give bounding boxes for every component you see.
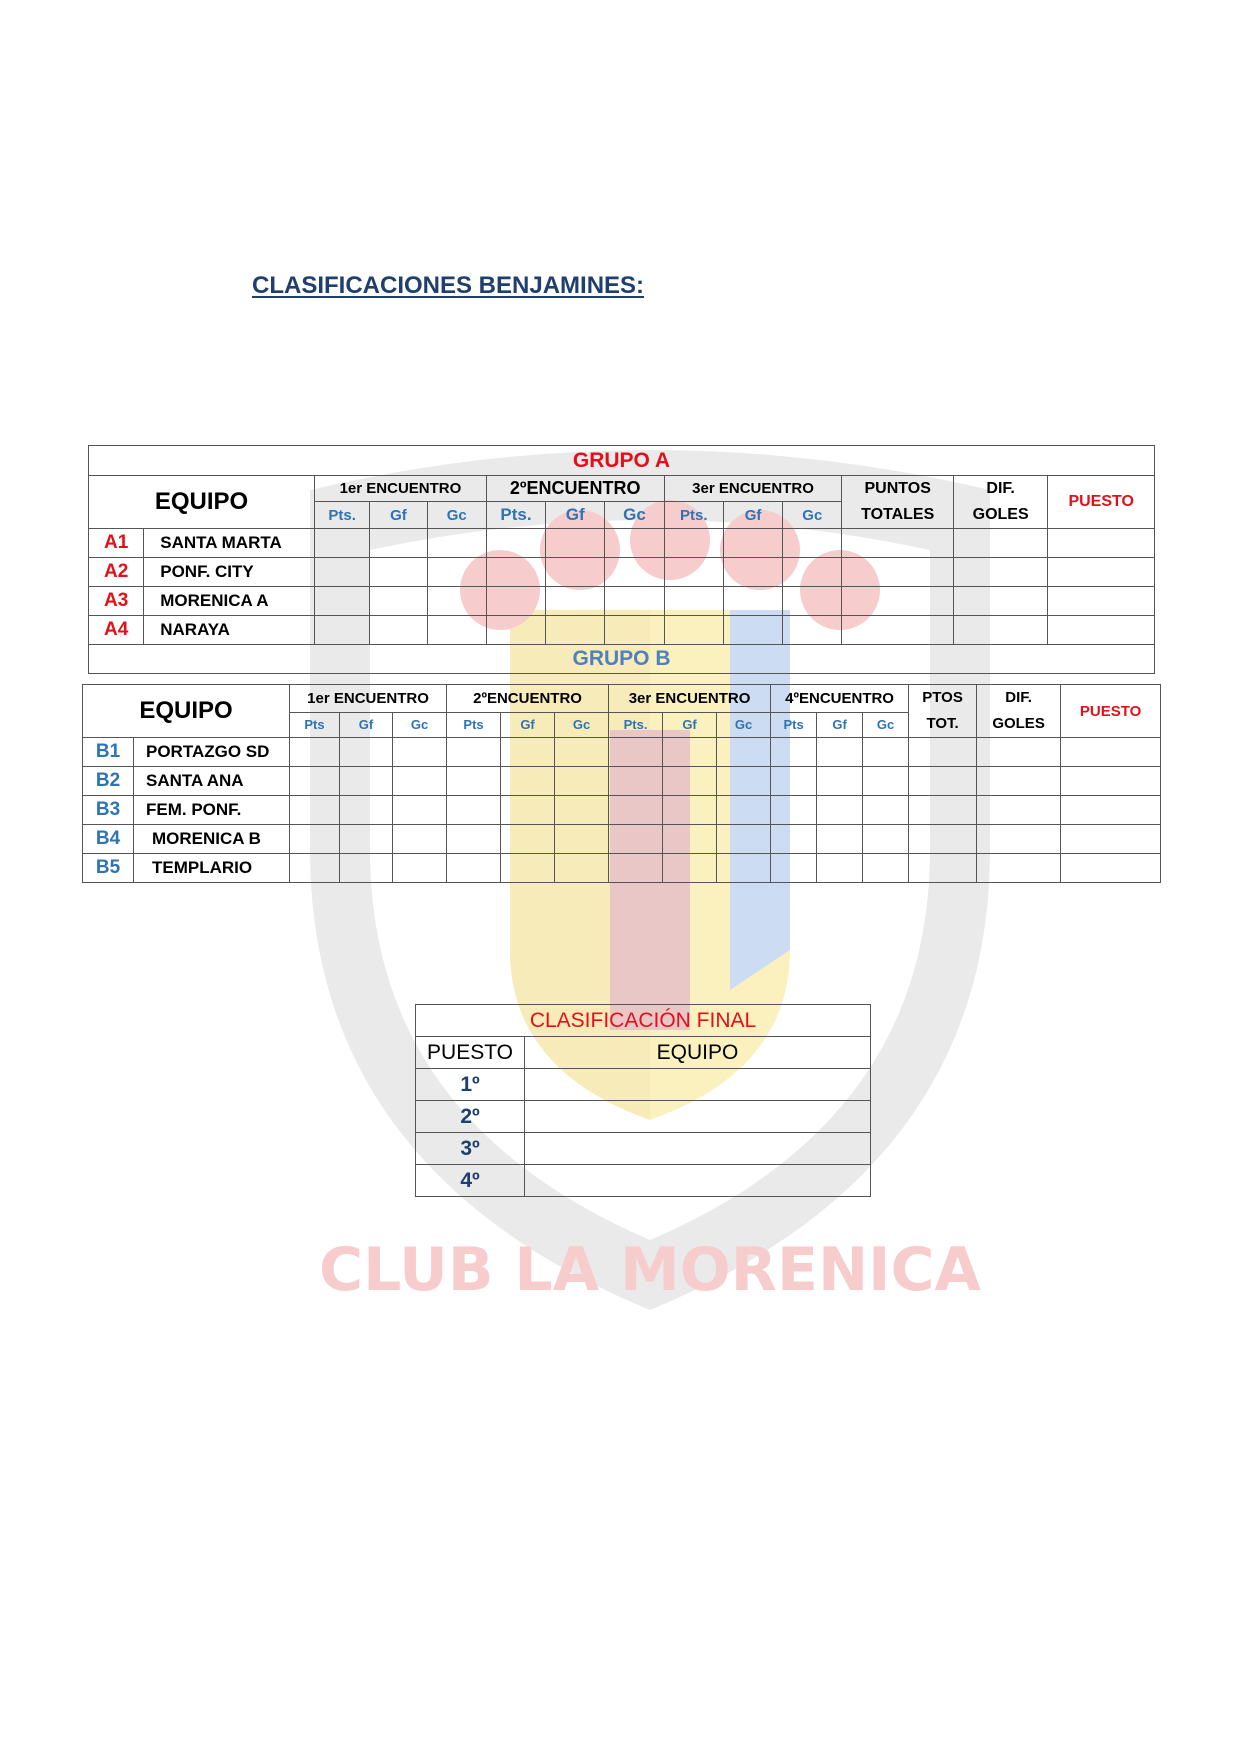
score-cell[interactable] <box>340 767 393 796</box>
score-cell[interactable] <box>555 767 609 796</box>
group-b-title: GRUPO B <box>89 645 1155 674</box>
score-cell[interactable] <box>393 767 447 796</box>
score-cell[interactable] <box>783 616 842 645</box>
team-name: SANTA ANA <box>134 767 290 796</box>
score-cell[interactable] <box>315 587 370 616</box>
score-cell[interactable] <box>370 587 427 616</box>
score-cell[interactable] <box>486 529 545 558</box>
final-classification-table <box>415 1004 871 1197</box>
dif-cell[interactable] <box>977 854 1061 883</box>
table-row <box>83 796 1161 825</box>
total-cell[interactable] <box>909 738 977 767</box>
total-cell[interactable] <box>909 767 977 796</box>
dif-cell[interactable] <box>977 796 1061 825</box>
score-cell[interactable] <box>340 825 393 854</box>
table-row <box>83 854 1161 883</box>
score-cell[interactable] <box>447 767 501 796</box>
score-cell[interactable] <box>370 616 427 645</box>
score-cell[interactable] <box>501 796 555 825</box>
final-puesto-header: PUESTO <box>416 1037 525 1069</box>
score-cell[interactable] <box>290 767 340 796</box>
group-a-sub-pts-2: Pts. <box>486 502 545 529</box>
score-cell[interactable] <box>486 587 545 616</box>
dif-cell[interactable] <box>977 825 1061 854</box>
score-cell[interactable] <box>609 738 663 767</box>
team-code: A1 <box>89 529 144 558</box>
dif-cell[interactable] <box>953 529 1047 558</box>
score-cell[interactable] <box>501 825 555 854</box>
score-cell[interactable] <box>393 825 447 854</box>
score-cell[interactable] <box>501 738 555 767</box>
score-cell[interactable] <box>340 796 393 825</box>
score-cell[interactable] <box>663 825 717 854</box>
group-b-dif-goles: DIF. GOLES <box>977 685 1061 738</box>
score-cell[interactable] <box>447 796 501 825</box>
team-code: A2 <box>89 558 144 587</box>
group-a-table <box>88 445 1155 674</box>
team-name: PONF. CITY <box>144 558 315 587</box>
score-cell[interactable] <box>605 587 664 616</box>
score-cell[interactable] <box>717 738 771 767</box>
group-a-puesto-header: PUESTO <box>1048 476 1155 529</box>
score-cell[interactable] <box>771 738 817 767</box>
score-cell[interactable] <box>723 616 782 645</box>
final-place: 4º <box>416 1165 525 1197</box>
table-row <box>416 1165 871 1197</box>
team-name: MORENICA A <box>144 587 315 616</box>
team-code: B4 <box>83 825 134 854</box>
team-name: TEMPLARIO <box>134 854 290 883</box>
total-cell[interactable] <box>842 587 954 616</box>
group-a-sub-pts-1: Pts. <box>315 502 370 529</box>
team-name: NARAYA <box>144 616 315 645</box>
score-cell[interactable] <box>393 796 447 825</box>
total-cell[interactable] <box>909 825 977 854</box>
score-cell[interactable] <box>817 854 863 883</box>
score-cell[interactable] <box>340 854 393 883</box>
team-name: FEM. PONF. <box>134 796 290 825</box>
puesto-cell[interactable] <box>1048 587 1155 616</box>
score-cell[interactable] <box>771 796 817 825</box>
group-b-table <box>82 684 1161 883</box>
score-cell[interactable] <box>771 767 817 796</box>
score-cell[interactable] <box>664 616 723 645</box>
table-row <box>83 738 1161 767</box>
team-name: SANTA MARTA <box>144 529 315 558</box>
score-cell[interactable] <box>546 529 605 558</box>
score-cell[interactable] <box>609 825 663 854</box>
score-cell[interactable] <box>863 767 909 796</box>
score-cell[interactable] <box>555 738 609 767</box>
team-code: B2 <box>83 767 134 796</box>
dif-cell[interactable] <box>977 738 1061 767</box>
puesto-cell[interactable] <box>1048 529 1155 558</box>
score-cell[interactable] <box>609 796 663 825</box>
score-cell[interactable] <box>290 796 340 825</box>
score-cell[interactable] <box>290 738 340 767</box>
table-row <box>416 1133 871 1165</box>
score-cell[interactable] <box>663 854 717 883</box>
score-cell[interactable] <box>717 767 771 796</box>
score-cell[interactable] <box>771 825 817 854</box>
group-b-sub-gf-3: Gf <box>663 712 717 737</box>
final-team-cell[interactable] <box>525 1165 871 1197</box>
score-cell[interactable] <box>501 854 555 883</box>
final-place: 1º <box>416 1069 525 1101</box>
final-team-cell[interactable] <box>525 1101 871 1133</box>
final-team-cell[interactable] <box>525 1133 871 1165</box>
final-place: 3º <box>416 1133 525 1165</box>
team-name: PORTAZGO SD <box>134 738 290 767</box>
final-title: CLASIFICACIÓN FINAL <box>416 1005 871 1037</box>
score-cell[interactable] <box>447 854 501 883</box>
dif-cell[interactable] <box>953 616 1047 645</box>
group-b-sub-gf-2: Gf <box>501 712 555 737</box>
score-cell[interactable] <box>609 854 663 883</box>
score-cell[interactable] <box>315 616 370 645</box>
score-cell[interactable] <box>663 738 717 767</box>
group-b-sub-gc-4: Gc <box>863 712 909 737</box>
team-code: B5 <box>83 854 134 883</box>
score-cell[interactable] <box>370 529 427 558</box>
score-cell[interactable] <box>546 616 605 645</box>
score-cell[interactable] <box>605 529 664 558</box>
team-code: B3 <box>83 796 134 825</box>
score-cell[interactable] <box>605 558 664 587</box>
score-cell[interactable] <box>723 558 782 587</box>
final-equipo-header: EQUIPO <box>525 1037 871 1069</box>
final-team-cell[interactable] <box>525 1069 871 1101</box>
dif-cell[interactable] <box>977 767 1061 796</box>
group-a-title: GRUPO A <box>89 446 1155 476</box>
total-cell[interactable] <box>909 796 977 825</box>
table-row <box>89 529 1155 558</box>
score-cell[interactable] <box>723 587 782 616</box>
team-code: B1 <box>83 738 134 767</box>
group-a-dif-goles: DIF. GOLES <box>953 476 1047 529</box>
score-cell[interactable] <box>427 529 486 558</box>
total-cell[interactable] <box>909 854 977 883</box>
score-cell[interactable] <box>501 767 555 796</box>
score-cell[interactable] <box>315 529 370 558</box>
final-place: 2º <box>416 1101 525 1133</box>
score-cell[interactable] <box>447 825 501 854</box>
score-cell[interactable] <box>315 558 370 587</box>
score-cell[interactable] <box>664 529 723 558</box>
group-b-encounter-4: 4ºENCUENTRO <box>771 685 909 713</box>
svg-text:CLUB LA MORENICA: CLUB LA MORENICA <box>319 1235 981 1305</box>
score-cell[interactable] <box>717 796 771 825</box>
puesto-cell[interactable] <box>1061 738 1161 767</box>
score-cell[interactable] <box>783 587 842 616</box>
group-a-puntos-totales: PUNTOS TOTALES <box>842 476 954 529</box>
group-b-sub-pts-3: Pts. <box>609 712 663 737</box>
score-cell[interactable] <box>555 825 609 854</box>
table-row <box>83 767 1161 796</box>
score-cell[interactable] <box>290 854 340 883</box>
group-a-sub-gf-2: Gf <box>546 502 605 529</box>
score-cell[interactable] <box>723 529 782 558</box>
table-row <box>416 1101 871 1133</box>
group-b-sub-gc-3: Gc <box>717 712 771 737</box>
score-cell[interactable] <box>817 767 863 796</box>
group-b-encounter-1: 1er ENCUENTRO <box>290 685 447 713</box>
table-row <box>83 825 1161 854</box>
puesto-cell[interactable] <box>1061 796 1161 825</box>
score-cell[interactable] <box>427 558 486 587</box>
group-b-sub-pts-4: Pts <box>771 712 817 737</box>
score-cell[interactable] <box>609 767 663 796</box>
group-a-sub-gc-1: Gc <box>427 502 486 529</box>
group-a-sub-gf-1: Gf <box>370 502 427 529</box>
score-cell[interactable] <box>546 587 605 616</box>
total-cell[interactable] <box>842 529 954 558</box>
score-cell[interactable] <box>290 825 340 854</box>
group-a-encounter-2: 2ºENCUENTRO <box>486 476 664 502</box>
group-b-sub-pts-2: Pts <box>447 712 501 737</box>
page-title: CLASIFICACIONES BENJAMINES: <box>252 272 645 299</box>
score-cell[interactable] <box>817 825 863 854</box>
puesto-cell[interactable] <box>1061 825 1161 854</box>
table-row <box>416 1069 871 1101</box>
score-cell[interactable] <box>664 558 723 587</box>
group-b-sub-gc-2: Gc <box>555 712 609 737</box>
group-a-sub-gf-3: Gf <box>723 502 782 529</box>
table-row <box>89 616 1155 645</box>
total-cell[interactable] <box>842 616 954 645</box>
score-cell[interactable] <box>605 616 664 645</box>
score-cell[interactable] <box>717 854 771 883</box>
group-a-equipo-header: EQUIPO <box>89 476 315 529</box>
score-cell[interactable] <box>427 616 486 645</box>
score-cell[interactable] <box>663 767 717 796</box>
score-cell[interactable] <box>717 825 771 854</box>
group-b-encounter-2: 2ºENCUENTRO <box>447 685 609 713</box>
group-b-puesto-header: PUESTO <box>1061 685 1161 738</box>
score-cell[interactable] <box>771 854 817 883</box>
score-cell[interactable] <box>555 854 609 883</box>
score-cell[interactable] <box>427 587 486 616</box>
group-b-sub-gc-1: Gc <box>393 712 447 737</box>
table-row <box>89 587 1155 616</box>
group-a-sub-gc-3: Gc <box>783 502 842 529</box>
dif-cell[interactable] <box>953 558 1047 587</box>
score-cell[interactable] <box>393 854 447 883</box>
table-row <box>89 558 1155 587</box>
group-b-sub-gf-4: Gf <box>817 712 863 737</box>
puesto-cell[interactable] <box>1061 854 1161 883</box>
score-cell[interactable] <box>664 587 723 616</box>
puesto-cell[interactable] <box>1061 767 1161 796</box>
score-cell[interactable] <box>486 616 545 645</box>
score-cell[interactable] <box>783 558 842 587</box>
group-b-ptos-tot: PTOS TOT. <box>909 685 977 738</box>
score-cell[interactable] <box>340 738 393 767</box>
group-b-sub-gf-1: Gf <box>340 712 393 737</box>
group-a-encounter-3: 3er ENCUENTRO <box>664 476 842 502</box>
team-name: MORENICA B <box>134 825 290 854</box>
group-a-sub-gc-2: Gc <box>605 502 664 529</box>
score-cell[interactable] <box>370 558 427 587</box>
score-cell[interactable] <box>817 738 863 767</box>
puesto-cell[interactable] <box>1048 616 1155 645</box>
score-cell[interactable] <box>783 529 842 558</box>
group-b-encounter-3: 3er ENCUENTRO <box>609 685 771 713</box>
score-cell[interactable] <box>863 796 909 825</box>
score-cell[interactable] <box>393 738 447 767</box>
score-cell[interactable] <box>663 796 717 825</box>
score-cell[interactable] <box>486 558 545 587</box>
total-cell[interactable] <box>842 558 954 587</box>
score-cell[interactable] <box>863 854 909 883</box>
score-cell[interactable] <box>546 558 605 587</box>
group-b-sub-pts-1: Pts <box>290 712 340 737</box>
score-cell[interactable] <box>817 796 863 825</box>
puesto-cell[interactable] <box>1048 558 1155 587</box>
group-a-encounter-1: 1er ENCUENTRO <box>315 476 487 502</box>
team-code: A4 <box>89 616 144 645</box>
group-b-equipo-header: EQUIPO <box>83 685 290 738</box>
score-cell[interactable] <box>863 738 909 767</box>
dif-cell[interactable] <box>953 587 1047 616</box>
score-cell[interactable] <box>863 825 909 854</box>
score-cell[interactable] <box>447 738 501 767</box>
score-cell[interactable] <box>555 796 609 825</box>
team-code: A3 <box>89 587 144 616</box>
group-a-sub-pts-3: Pts. <box>664 502 723 529</box>
